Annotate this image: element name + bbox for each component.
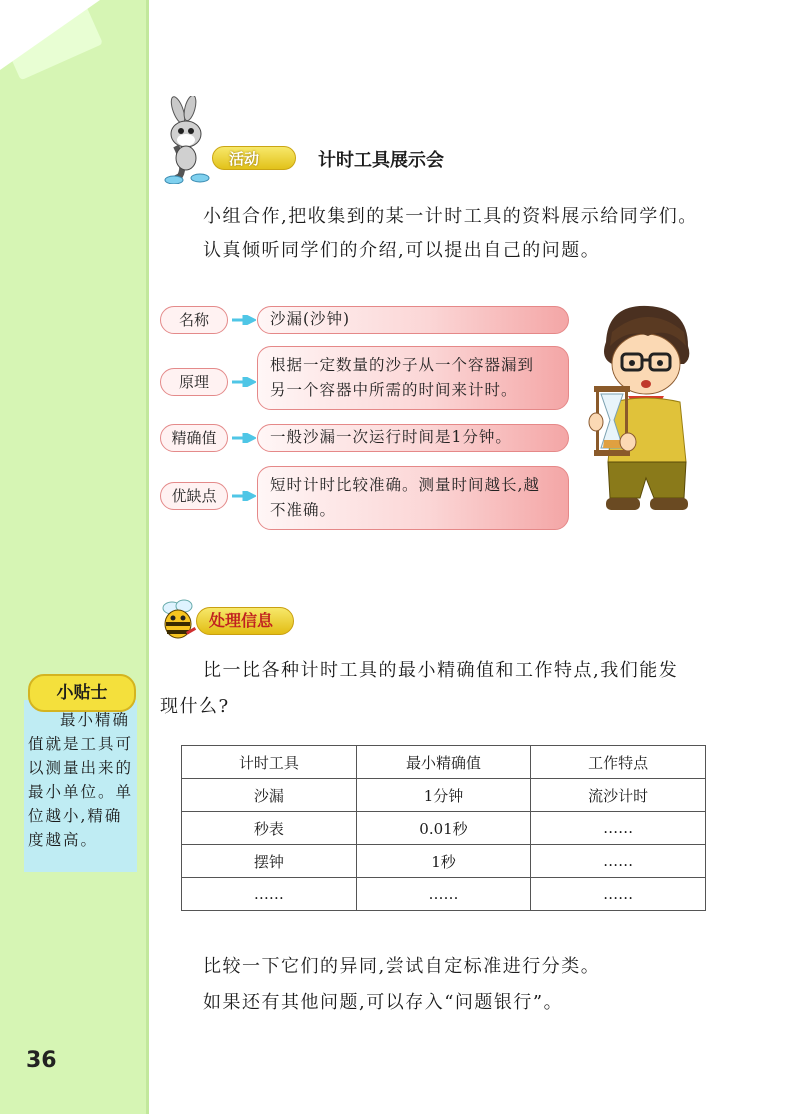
activity-paragraph: 小组合作,把收集到的某一计时工具的资料展示给同学们。	[203, 206, 698, 227]
arrow-right-icon	[232, 315, 256, 325]
table-row	[182, 845, 706, 878]
table-cell: ……	[531, 812, 706, 845]
closing-paragraph: 比较一下它们的异同,尝试自定标准进行分类。	[203, 956, 601, 977]
table-cell: 秒表	[182, 812, 357, 845]
table-cell: 1秒	[356, 845, 531, 878]
table-cell: 1分钟	[356, 779, 531, 812]
process-info-badge: 处理信息	[196, 607, 294, 635]
value-pros-cons	[257, 466, 569, 530]
page-curl-fold	[0, 0, 100, 70]
table-header: 最小精确值	[356, 746, 531, 779]
value-line: 根据一定数量的沙子从一个容器漏到	[270, 356, 535, 374]
table-cell: ……	[531, 878, 706, 911]
value-line: 一般沙漏一次运行时间是1分钟。	[270, 428, 512, 446]
table-header: 工作特点	[531, 746, 706, 779]
table-cell: ……	[182, 878, 357, 911]
value-line: 不准确。	[270, 501, 337, 519]
table-cell: 沙漏	[182, 779, 357, 812]
value-principle	[257, 346, 569, 410]
table-row	[182, 878, 706, 911]
rabbit-icon	[160, 96, 220, 184]
table-cell: 摆钟	[182, 845, 357, 878]
activity-badge: 活动	[212, 146, 296, 170]
label-name: 名称	[160, 306, 228, 334]
process-question: 比一比各种计时工具的最小精确值和工作特点,我们能发	[203, 660, 679, 681]
value-name	[257, 306, 569, 334]
table-header: 计时工具	[182, 746, 357, 779]
page-number: 36	[26, 1048, 57, 1073]
label-precision: 精确值	[160, 424, 228, 452]
value-line: 另一个容器中所需的时间来计时。	[270, 381, 518, 399]
arrow-right-icon	[232, 433, 256, 443]
table-cell: 0.01秒	[356, 812, 531, 845]
timing-tools-table	[181, 745, 706, 911]
process-question: 现什么?	[160, 696, 230, 717]
table-row	[182, 779, 706, 812]
arrow-right-icon	[232, 491, 256, 501]
tip-text: 最小精确值就是工具可以测量出来的最小单位。单位越小,精确度越高。	[28, 711, 134, 849]
table-header-row	[182, 746, 706, 779]
margin-strip	[0, 0, 149, 1114]
table-cell: 流沙计时	[531, 779, 706, 812]
bee-icon	[158, 598, 198, 642]
label-principle: 原理	[160, 368, 228, 396]
label-pros-cons: 优缺点	[160, 482, 228, 510]
arrow-right-icon	[232, 377, 256, 387]
value-precision	[257, 424, 569, 452]
closing-paragraph: 如果还有其他问题,可以存入“问题银行”。	[203, 992, 564, 1013]
value-line: 沙漏(沙钟)	[270, 310, 351, 328]
activity-paragraph: 认真倾听同学们的介绍,可以提出自己的问题。	[203, 240, 601, 261]
tip-title: 小贴士	[28, 674, 136, 712]
table-cell: ……	[356, 878, 531, 911]
value-line: 短时计时比较准确。测量时间越长,越	[270, 476, 540, 494]
table-cell: ……	[531, 845, 706, 878]
activity-title: 计时工具展示会	[318, 150, 444, 171]
table-row	[182, 812, 706, 845]
boy-with-hourglass-illustration	[588, 302, 708, 524]
